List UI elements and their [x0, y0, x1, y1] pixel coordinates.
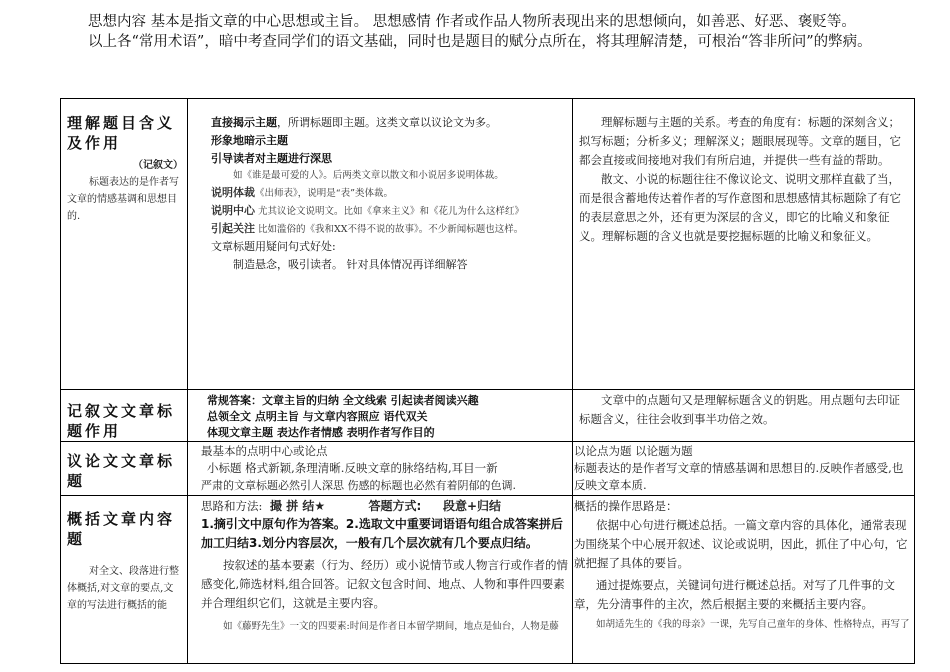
row2-mid-line: 常规答案：文章主旨的归纳 全文线索 引起读者阅读兴趣 — [207, 394, 479, 407]
row2-right-cell — [579, 391, 911, 439]
row4-para: 按叙述的基本要素（行为、经历）或小说情节或人物言行或作者的情感变化,筛选材料,组合回答。记叙文包含时间、地点、人物和事件四要素并合理组织它们，这就是主要内容。 — [201, 558, 568, 610]
row1-right-cell — [579, 113, 911, 383]
row4-right-para: 概括的操作思路是： — [574, 499, 678, 513]
row4-example: 如《藤野先生》一文的四要素:时间是作者日本留学期间，地点是仙台，人物是藤 — [223, 621, 559, 632]
row1-tag: （记叙文） — [133, 160, 183, 171]
row1-mid-item: 形象地暗示主题 — [211, 134, 288, 147]
row1-mid-item: 说明体裁《出师表》，说明是“表”类体裁。 — [211, 186, 393, 199]
intro-text — [62, 12, 914, 52]
row2-mid-line: 总领全文 点明主旨 与文章内容照应 语代双关 — [207, 410, 428, 423]
row3-mid-line: 最基本的点明中心或论点 — [201, 444, 328, 458]
row-divider-3 — [61, 495, 914, 496]
row4-steps: 1.摘引文中原句作为答案。2.选取文中重要词语语句组合成答案拼后加工归结3.划分内容层次，一般有几个层次就有几个要点归结。 — [201, 517, 563, 550]
row3-mid-line: 严肃的文章标题必然引人深思 伤感的标题也必然有着阴郁的色调. — [201, 479, 516, 492]
row3-right-line: 标题表达的是作者写文章的情感基调和思想目的.反映作者感受,也反映文章本质. — [574, 461, 904, 492]
column-divider-2 — [572, 99, 573, 663]
intro-line-1: 思想内容 基本是指文章的中心思想或主旨。 思想感情 作者或作品人物所表现出来的思想倾向，如善恶、好恶、褒贬等。 — [88, 14, 856, 30]
row-divider-1 — [61, 389, 914, 390]
row3-right-cell — [574, 443, 912, 495]
row3-title-cell — [67, 451, 183, 493]
row3-title: 议论文文章标题 — [67, 452, 176, 490]
row1-right-para: 散文、小说的标题往往不像议论文、说明文那样直截了当，而是很含蓄地传达着作者的写作意图和思想感情其标题除了有它的表层意思之外，还有更为深层的含义，即它的比喻义和象征义。理解标题的含义也就是要挖掘标题的比喻义和象征义。 — [579, 172, 901, 243]
row4-note: 对全文、段落进行整体概括,对文章的要点,文章的写法进行概括的能 — [67, 566, 179, 611]
row1-title: 理解题目含义及作用 — [67, 114, 176, 152]
row-divider-2 — [61, 441, 914, 442]
row4-right-cell — [574, 497, 912, 663]
row1-mid-item: 说明中心 尤其议论文说明文。比如《拿来主义》和《花儿为什么这样红》 — [211, 204, 525, 217]
row4-method-line: 思路和方法: 撮 拼 结★ 答题方式: 段意+归结 — [201, 499, 501, 513]
column-divider-1 — [187, 99, 188, 663]
terms-table — [60, 98, 915, 664]
row4-mid-cell — [201, 497, 569, 663]
row1-title-cell — [67, 113, 183, 383]
row2-title-cell — [67, 401, 183, 441]
row2-mid-cell — [207, 393, 567, 439]
row1-mid-item: 直接揭示主题，所谓标题即主题。这类文章以议论文为多。 — [211, 116, 497, 129]
row4-right-para: 如胡适先生的《我的母亲》一课，先写自己童年的身体、性格特点，再写了 — [596, 619, 910, 630]
row1-mid-item: 制造悬念，吸引读者。 针对具体情况再详细解答 — [233, 258, 468, 271]
row1-mid-item: 引起关注 比如滥俗的《我和XX不得不说的故事》。不少新闻标题也这样。 — [211, 222, 524, 235]
row2-title: 记叙文文章标题作用 — [67, 402, 176, 440]
row1-right-para: 理解标题与主题的关系。考查的角度有：标题的深刻含义；拟写标题；分析多义；理解深义；题眼展现等。文章的题目，它都会直接或间接地对我们有所启迪，并提供一些有益的帮助。 — [579, 115, 901, 167]
row1-mid-cell — [211, 114, 567, 384]
row2-mid-line: 体现文章主题 表达作者情感 表明作者写作目的 — [207, 426, 435, 439]
row3-mid-line: 小标题 格式新颖,条理清晰.反映文章的脉络结构,耳目一新 — [207, 461, 498, 475]
row1-mid-item: 如《谁是最可爱的人》。后两类文章以散文和小说居多说明体裁。 — [233, 170, 504, 181]
row3-right-line: 以论点为题 以论题为题 — [574, 444, 693, 458]
row1-mid-item: 引导读者对主题进行深思 — [211, 152, 332, 165]
intro-line-2: 以上各“常用术语”，暗中考查同学们的语文基础，同时也是题目的赋分点所在，将其理解清楚，可根治“答非所问”的弊病。 — [88, 34, 872, 50]
row4-title: 概括文章内容题 — [67, 510, 176, 548]
row4-title-cell — [67, 509, 183, 663]
row4-right-para: 依据中心句进行概述总括。一篇文章内容的具体化，通常表现为围绕某个中心展开叙述、议论或说明，因此，抓住了中心句，它就把握了具体的要旨。 — [574, 518, 908, 570]
row3-mid-cell — [201, 443, 569, 495]
row1-mid-item: 文章标题用疑问句式好处: — [211, 240, 336, 253]
row4-right-para: 通过提炼要点，关键词句进行概述总括。对写了几件事的文章，先分清事件的主次，然后根据主要的来概括主要内容。 — [574, 578, 895, 611]
row2-right-text: 文章中的点题句又是理解标题含义的钥匙。用点题句去印证标题含义，往往会收到事半功倍之效。 — [579, 393, 900, 426]
row1-note: 标题表达的是作者写文章的情感基调和思想目的. — [67, 177, 179, 222]
